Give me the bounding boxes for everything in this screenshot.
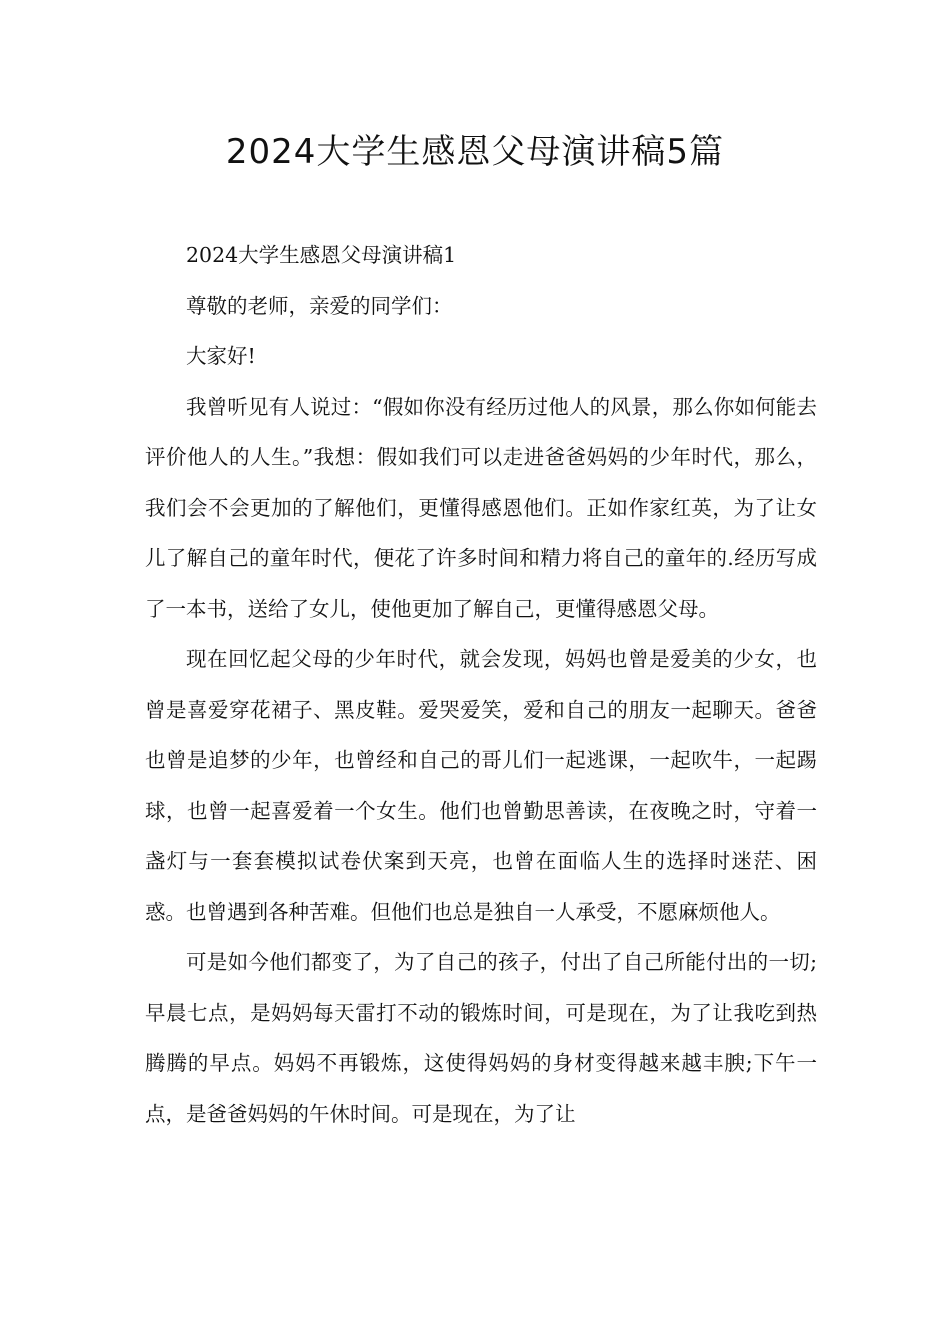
paragraph: 现在回忆起父母的少年时代，就会发现，妈妈也曾是爱美的少女，也曾是喜爱穿花裙子、黑皮鞋。爱哭爱笑，爱和自己的朋友一起聊天。爸爸也曾是追梦的少年，也曾经和自己的哥儿们一起逃课，一起吹牛，一起踢球，也曾一起喜爱着一个女生。他们也曾勤思善读，在夜晚之时，守着一盏灯与一套套模拟试卷伏案到天亮，也曾在面临人生的选择时迷茫、困惑。也曾遇到各种苦难。但他们也总是独自一人承受，不愿麻烦他人。: [145, 647, 817, 924]
document-title: 2024大学生感恩父母演讲稿5篇: [225, 132, 725, 172]
salutation: 尊敬的老师，亲爱的同学们：: [186, 293, 453, 318]
section-heading: 2024大学生感恩父母演讲稿1: [186, 243, 457, 267]
paragraph: 可是如今他们都变了，为了自己的孩子，付出了自己所能付出的一切;早晨七点，是妈妈每天雷打不动的锻炼时间，可是现在，为了让我吃到热腾腾的早点。妈妈不再锻炼，这使得妈妈的身材变得越来越丰腴;下午一点，是爸爸妈妈的午休时间。可是现在，为了让: [145, 950, 817, 1126]
document-body: [145, 230, 817, 1139]
greeting: 大家好!: [186, 344, 256, 368]
paragraph: 我曾听见有人说过：“假如你没有经历过他人的风景，那么你如何能去评价他人的人生。”我想：假如我们可以走进爸爸妈妈的少年时代，那么，我们会不会更加的了解他们，更懂得感恩他们。正如作家红英，为了让女儿了解自己的童年时代，便花了许多时间和精力将自己的童年的.经历写成了一本书，送给了女儿，使他更加了解自己，更懂得感恩父母。: [145, 394, 817, 621]
